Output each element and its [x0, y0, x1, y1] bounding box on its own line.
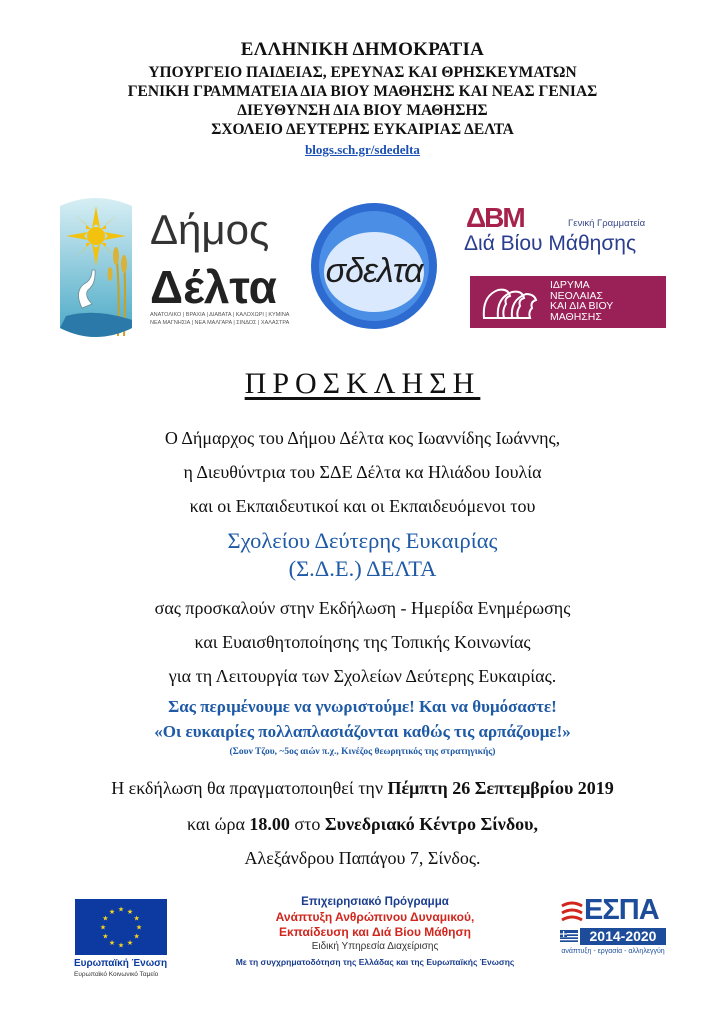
body-line-awareness: και Ευαισθητοποίησης της Τοπικής Κοινωνίας	[194, 632, 531, 652]
eu-star-icon: ★	[117, 941, 125, 950]
eu-star-icon: ★	[102, 932, 109, 941]
quote-line1: Σας περιμένουμε να γνωριστούμε! Και να θυμόσαστε!	[168, 697, 557, 716]
op-line5: Με τη συγχρηματοδότηση της Ελλάδας και της Ευρωπαϊκής Ένωσης	[235, 957, 515, 967]
dimos-title-line1: Δήμος	[150, 206, 270, 253]
espa-wave-icon	[560, 900, 584, 926]
dimos-villages-2: ΝΕΑ ΜΑΓΝΗΣΙΑ | ΝΕΑ ΜΑΛΓΑΡΑ | ΣΙΝΔΟΣ | ΧΑΛΑΣΤΡΑ	[150, 320, 290, 326]
body-line-invite: σας προσκαλούν στην Εκδήλωση - Ημερίδα Ενημέρωσης	[154, 598, 571, 618]
eu-star-icon: ★	[108, 939, 116, 948]
sde-logo-text: σδελτα	[325, 252, 423, 290]
eu-star-icon: ★	[117, 905, 125, 914]
eu-star-icon: ★	[126, 907, 134, 916]
header-secretariat: ΓΕΝΙΚΗ ΓΡΑΜΜΑΤΕΙΑ ΔΙΑ ΒΙΟΥ ΜΑΘΗΣΗΣ ΚΑΙ ΝΕΑΣ ΓΕΝΙΑΣ	[127, 83, 598, 100]
event-venue: Συνεδριακό Κέντρο Σίνδου,	[324, 814, 539, 834]
gg-letters-logo: ΔΒΜ	[466, 202, 524, 233]
eu-star-icon: ★	[133, 932, 140, 941]
eu-star-icon: ★	[108, 907, 116, 916]
event-time: 18.00	[249, 814, 290, 834]
eu-star-icon: ★	[126, 939, 134, 948]
inedivim-line4: ΜΑΘΗΣΗΣ	[550, 310, 602, 323]
inedivim-logo	[470, 276, 666, 328]
blog-link[interactable]: blogs.sch.gr/sdedelta	[305, 142, 420, 157]
header-link-row	[0, 141, 725, 159]
inedivim-line2: ΝΕΟΛΑΙΑΣ	[550, 289, 603, 302]
dimos-delta-emblem	[52, 196, 140, 341]
header-republic: ΕΛΛΗΝΙΚΗ ΔΗΜΟΚΡΑΤΙΑ	[240, 39, 485, 60]
event-date-line	[0, 778, 725, 798]
inedivim-line3: ΚΑΙ ΔΙΑ ΒΙΟΥ	[550, 300, 614, 312]
header-directorate: ΔΙΕΥΘΥΝΣΗ ΔΙΑ ΒΙΟΥ ΜΑΘΗΣΗΣ	[237, 102, 488, 119]
op-line3: Εκπαίδευση και Διά Βίου Μάθηση	[278, 925, 472, 939]
op-line4: Ειδική Υπηρεσία Διαχείρισης	[311, 941, 439, 952]
greek-flag-icon	[560, 930, 578, 942]
body-line-purpose: για τη Λειτουργία των Σχολείων Δεύτερης Ευκαιρίας.	[168, 666, 557, 686]
body-line-director: η Διευθύντρια του ΣΔΕ Δέλτα κα Ηλιάδου Ιουλία	[183, 462, 542, 482]
eu-star-icon: ★	[99, 923, 107, 932]
eu-star-icon: ★	[102, 914, 109, 923]
espa-title: ΕΣΠΑ	[584, 894, 659, 926]
sde-delta-logo	[308, 200, 440, 332]
inedivim-line1: ΙΔΡΥΜΑ	[550, 279, 590, 291]
body-line-mayor: Ο Δήμαρχος του Δήμου Δέλτα κος Ιωαννίδης Ιωάννης,	[164, 428, 561, 448]
quote-line2: «Οι ευκαιρίες πολλαπλασιάζονται καθώς τις αρπάζουμε!»	[154, 722, 571, 741]
eu-label: Ευρωπαϊκή Ένωση	[74, 958, 168, 969]
profile-heads-icon	[478, 282, 538, 322]
op-line1: Επιχειρησιακό Πρόγραμμα	[301, 896, 449, 908]
espa-years: 2014-2020	[580, 928, 666, 945]
header-school: ΣΧΟΛΕΙΟ ΔΕΥΤΕΡΗΣ ΕΥΚΑΙΡΙΑΣ ΔΕΛΤΑ	[211, 121, 514, 138]
gg-big-label: Διά Βίου Μάθησης	[464, 232, 637, 255]
header-ministry: ΥΠΟΥΡΓΕΙΟ ΠΑΙΔΕΙΑΣ, ΕΡΕΥΝΑΣ ΚΑΙ ΘΡΗΣΚΕΥΜΑΤΩΝ	[148, 64, 577, 81]
body-line-teachers: και οι Εκπαιδευτικοί και οι Εκπαιδευόμενοι του	[189, 496, 536, 516]
espa-logo	[558, 896, 668, 972]
espa-slogan: ανάπτυξη - εργασία - αλληλεγγύη	[561, 948, 665, 955]
school-name-line1: Σχολείου Δεύτερης Ευκαιρίας	[227, 528, 498, 553]
event-venue-prefix: στο	[289, 814, 325, 834]
quote-source: (Σουν Τζου, ~5ος αιών π.χ., Κινέζος θεωρητικός της στρατηγικής)	[229, 747, 496, 757]
title-wrap	[0, 367, 725, 401]
event-time-prefix: και ώρα	[186, 814, 250, 834]
eu-star-icon: ★	[135, 923, 143, 932]
event-time-line	[0, 814, 725, 834]
event-date-prefix: Η εκδήλωση θα πραγματοποιηθεί την	[111, 778, 388, 798]
eu-flag-icon	[75, 899, 167, 955]
dimos-villages-1: ΑΝΑΤΟΛΙΚΟ | ΒΡΑΧΙΑ | ΔΙΑΒΑΤΑ | ΚΑΛΟΧΩΡΙ | ΚΥΜΙΝΑ	[150, 312, 290, 318]
gg-small-label: Γενική Γραμματεία	[568, 218, 646, 229]
op-line2: Ανάπτυξη Ανθρώπινου Δυναμικού,	[275, 910, 475, 924]
event-address: Αλεξάνδρου Παπάγου 7, Σίνδος.	[244, 848, 481, 868]
event-date: Πέμπτη 26 Σεπτεμβρίου 2019	[387, 778, 614, 798]
esf-label: Ευρωπαϊκό Κοινωνικό Ταμείο	[74, 971, 159, 978]
invitation-title: ΠΡΟΣΚΛΗΣΗ	[244, 367, 481, 400]
eu-star-icon: ★	[133, 914, 140, 923]
school-name-line2: (Σ.Δ.Ε.) ΔΕΛΤΑ	[288, 556, 437, 581]
dimos-title-line2: Δέλτα	[150, 261, 277, 313]
